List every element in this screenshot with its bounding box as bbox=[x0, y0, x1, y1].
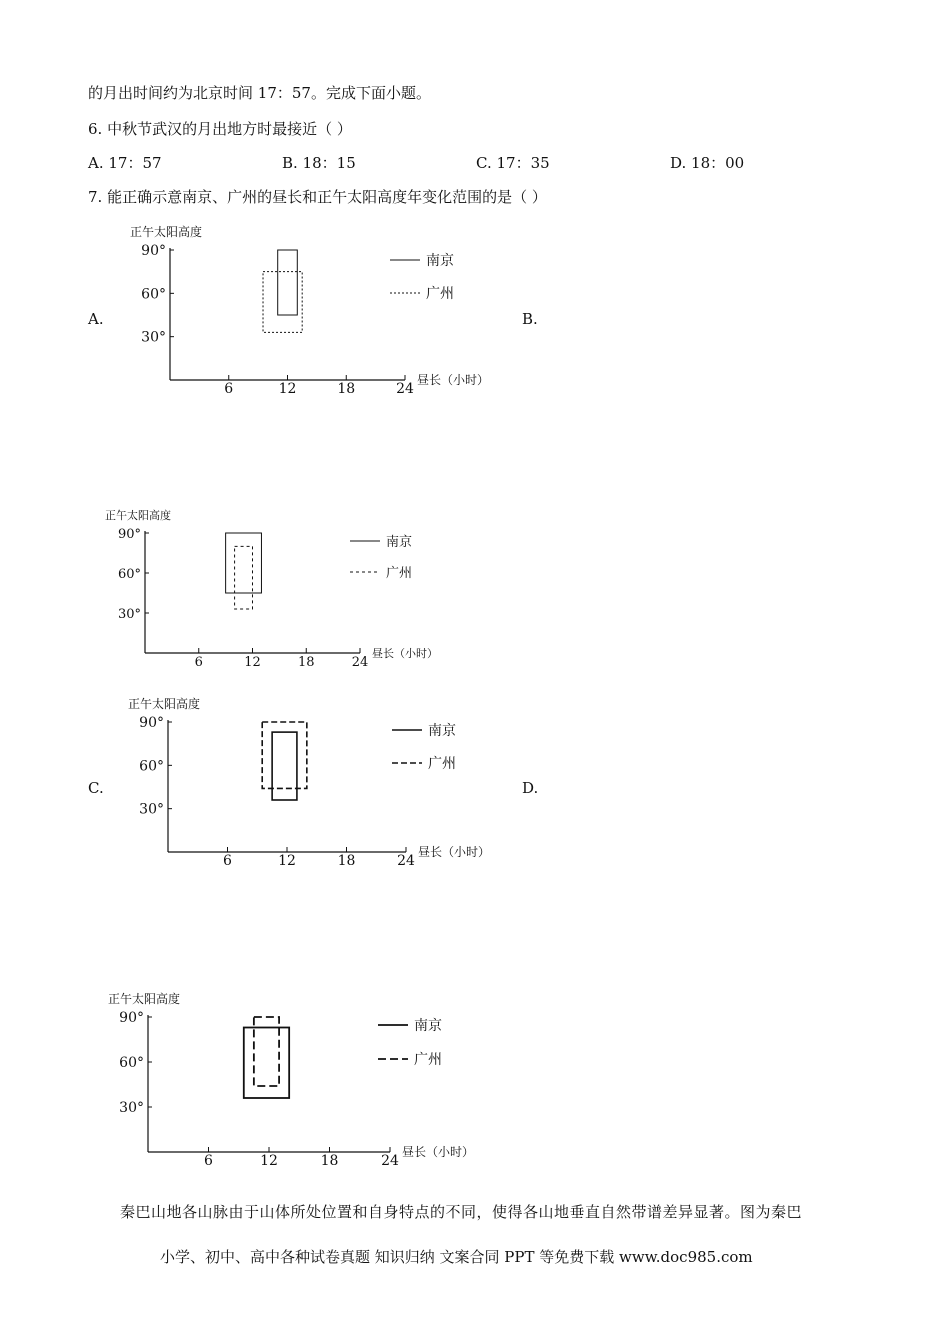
q6-option-b[interactable]: B. 18：15 bbox=[282, 154, 356, 172]
q6-option-d[interactable]: D. 18：00 bbox=[670, 154, 745, 172]
chart-option-c bbox=[120, 690, 520, 870]
y-tick-label: 30° bbox=[139, 801, 164, 818]
passage-text: 秦巴山地各山脉由于山体所处位置和自身特点的不同，使得各山地垂直自然带谱差异显著。图为秦巴 bbox=[120, 1203, 803, 1221]
x-tick-label: 24 bbox=[381, 1153, 399, 1169]
y-axis-label: 正午太阳高度 bbox=[105, 509, 171, 522]
q7-option-a-letter[interactable]: A. bbox=[88, 310, 104, 328]
chart-c-svg bbox=[120, 690, 520, 870]
y-tick-label: 30° bbox=[141, 329, 166, 346]
y-tick-label: 60° bbox=[139, 758, 164, 775]
q6-option-c[interactable]: C. 17：35 bbox=[476, 154, 550, 172]
x-tick-label: 24 bbox=[351, 655, 369, 670]
y-axis-label: 正午太阳高度 bbox=[130, 225, 203, 239]
legend-label: 广州 bbox=[386, 566, 413, 581]
x-tick-label: 24 bbox=[397, 853, 415, 869]
range-box-guangzhou bbox=[235, 546, 253, 609]
range-box-nanjing bbox=[272, 732, 297, 800]
y-axis-label: 正午太阳高度 bbox=[128, 697, 201, 711]
y-tick-label: 90° bbox=[119, 1010, 144, 1026]
y-tick-label: 90° bbox=[141, 243, 166, 259]
legend-label: 南京 bbox=[386, 535, 413, 550]
x-tick-label: 12 bbox=[244, 655, 261, 670]
y-tick-label: 30° bbox=[117, 607, 141, 622]
chart-option-a bbox=[120, 220, 520, 400]
x-tick-label: 18 bbox=[320, 1153, 339, 1169]
q7-option-c-letter[interactable]: C. bbox=[88, 779, 104, 797]
q7-option-d-letter[interactable]: D. bbox=[522, 779, 539, 797]
x-tick-label: 18 bbox=[337, 381, 356, 397]
x-tick-label: 6 bbox=[194, 655, 203, 670]
x-tick-label: 18 bbox=[337, 853, 356, 869]
y-tick-label: 60° bbox=[141, 286, 166, 303]
footer-text: 小学、初中、高中各种试卷真题 知识归纳 文案合同 PPT 等免费下载 www.doc985.com bbox=[160, 1248, 753, 1266]
x-tick-label: 12 bbox=[278, 853, 296, 869]
x-tick-label: 18 bbox=[297, 655, 315, 670]
chart-option-b bbox=[100, 505, 460, 670]
range-box-nanjing bbox=[226, 533, 262, 593]
range-box-guangzhou bbox=[263, 272, 302, 333]
chart-a-svg bbox=[120, 220, 520, 400]
y-axis-label: 正午太阳高度 bbox=[108, 992, 181, 1006]
legend-label: 南京 bbox=[426, 253, 454, 269]
y-tick-label: 30° bbox=[119, 1100, 144, 1116]
legend-label: 南京 bbox=[414, 1018, 442, 1034]
x-tick-label: 6 bbox=[204, 1153, 213, 1169]
x-tick-label: 6 bbox=[224, 381, 234, 397]
x-tick-label: 6 bbox=[223, 853, 232, 869]
y-tick-label: 90° bbox=[117, 527, 141, 542]
y-tick-label: 60° bbox=[119, 1055, 144, 1071]
legend-label: 南京 bbox=[428, 723, 456, 739]
x-axis-label: 昼长（小时） bbox=[372, 647, 438, 660]
x-axis-label: 昼长（小时） bbox=[417, 373, 490, 387]
q6-option-a[interactable]: A. 17：57 bbox=[88, 154, 162, 172]
chart-option-d bbox=[100, 985, 510, 1169]
question-6: 6. 中秋节武汉的月出地方时最接近（ ） bbox=[88, 120, 352, 138]
legend-label: 广州 bbox=[414, 1052, 442, 1068]
x-tick-label: 12 bbox=[278, 381, 297, 397]
legend-label: 广州 bbox=[426, 286, 454, 302]
x-axis-label: 昼长（小时） bbox=[418, 845, 491, 859]
x-tick-label: 12 bbox=[260, 1153, 278, 1169]
x-axis-label: 昼长（小时） bbox=[402, 1145, 475, 1159]
range-box-nanjing bbox=[244, 1028, 289, 1099]
legend-label: 广州 bbox=[428, 756, 456, 772]
range-box-nanjing bbox=[278, 250, 298, 315]
x-tick-label: 24 bbox=[396, 381, 414, 397]
chart-d-svg bbox=[100, 985, 510, 1169]
q7-option-b-letter[interactable]: B. bbox=[522, 310, 538, 328]
intro-text: 的月出时间约为北京时间 17：57。完成下面小题。 bbox=[88, 84, 431, 102]
question-7: 7. 能正确示意南京、广州的昼长和正午太阳高度年变化范围的是（ ） bbox=[88, 188, 547, 206]
chart-b-svg bbox=[100, 505, 460, 670]
y-tick-label: 90° bbox=[139, 715, 164, 731]
y-tick-label: 60° bbox=[117, 567, 141, 582]
